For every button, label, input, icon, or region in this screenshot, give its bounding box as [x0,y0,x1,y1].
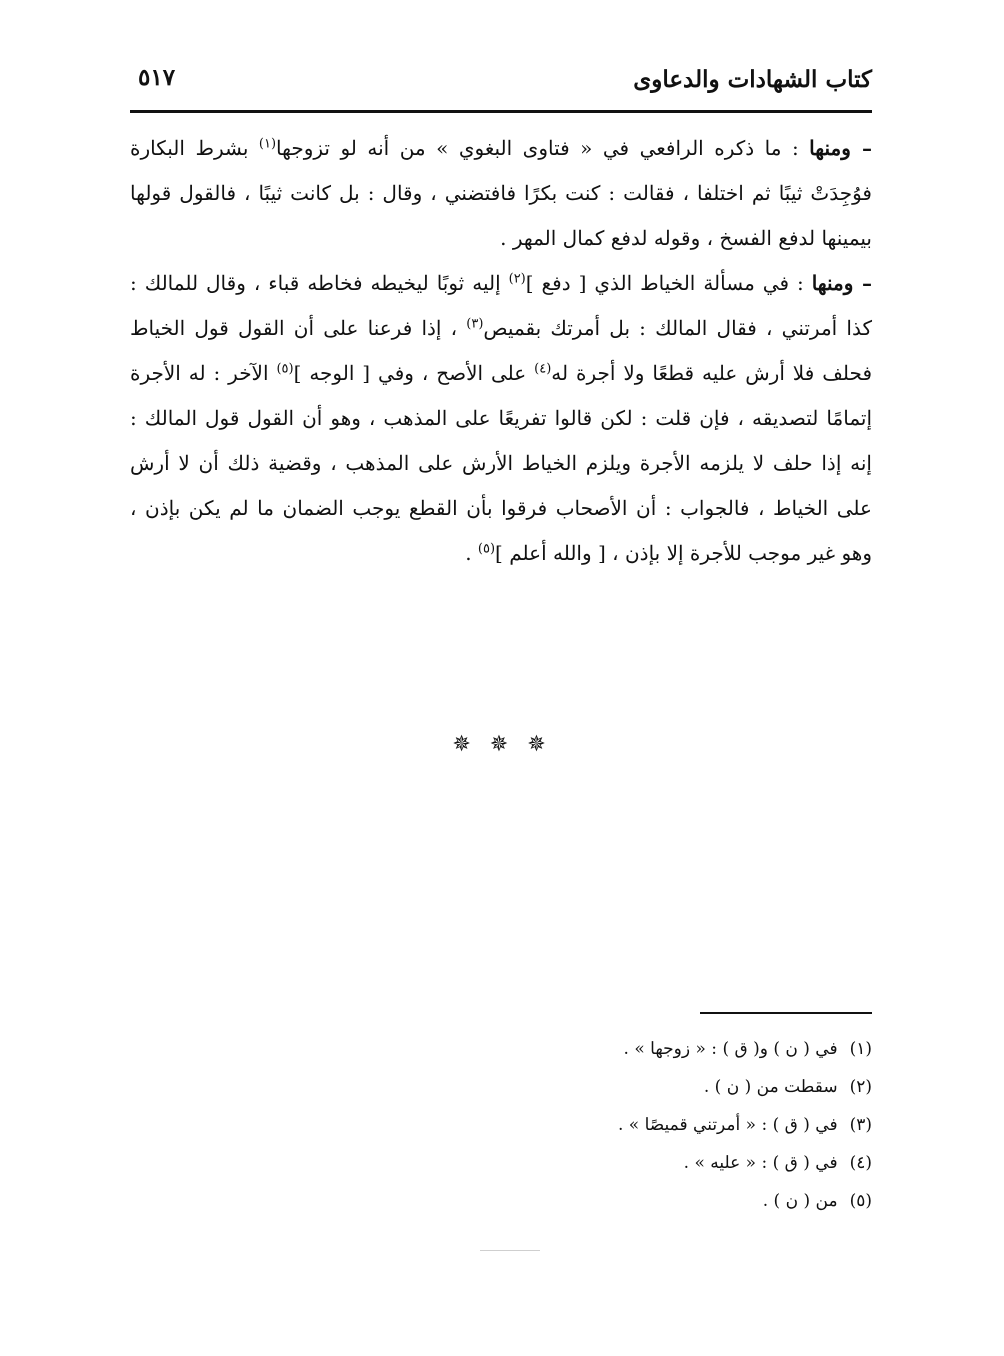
footnote-number: (١) [849,1039,872,1059]
footnote-4 [130,1144,872,1182]
footnote-text: في ( ق ) : « أمرتني قميصًا » . [618,1115,838,1135]
footnote-rule [700,1012,872,1014]
footnote-5 [130,1182,872,1220]
paragraph-1-text-b: بشرط البكارة فوُجِدَتْ ثيبًا ثم اختلفا ، فقالت : كنت بكرًا فافتضني ، وقال : بل كانت ثيبًا ، فالقول قولها بيمينها لدفع الفسخ ، وقوله لدفع كمال المهر . [130,136,872,250]
footnote-number: (٢) [849,1077,872,1097]
footnote-ref-4: (٤) [534,361,552,377]
footnote-text: في ( ن ) و( ق ) : « زوجها » . [623,1039,838,1059]
page-number: ٥١٧ [138,64,176,91]
main-text [130,126,872,576]
footnote-ref-2: (٢) [508,271,526,287]
footnote-ref-5b: (٥) [477,541,496,557]
paragraph-2-text-f: . [465,541,478,565]
footnote-ref-1: (١) [258,136,277,152]
footnote-ref-5: (٥) [276,361,294,377]
footnote-text: في ( ق ) : « عليه » . [683,1153,838,1173]
footnote-text: سقطت من ( ن ) . [703,1077,838,1097]
paragraph-1-text-a: : ما ذكره الرافعي في « فتاوى البغوي » من أنه لو تزوجها [276,136,810,160]
footnote-1 [130,1030,872,1068]
footnotes [130,1030,872,1220]
page-header [130,60,872,104]
paragraph-2 [130,261,872,576]
footnote-number: (٤) [849,1153,872,1173]
footnote-3 [130,1106,872,1144]
page-bottom-mark [480,1250,540,1251]
footnote-2 [130,1068,872,1106]
footnote-number: (٥) [849,1191,872,1211]
footnote-number: (٣) [849,1115,872,1135]
section-ornament: ✵ ✵ ✵ [452,732,552,757]
paragraph-1-lead: – ومنها [809,136,872,160]
footnote-text: من ( ن ) . [762,1191,838,1211]
paragraph-2-text-e: الآخر : له الأجرة إتمامًا لتصديقه ، فإن قلت : لكن قالوا تفريعًا على المذهب ، وهو أن القول قول المالك : إنه إذا حلف لا يلزمه الأجرة ويلزم الخياط الأرش على المذهب ، وقضية ذلك أن لا أرش على الخياط ، فالجواب : أن الأصحاب فرقوا بأن القطع يوجب الضمان ما لم يكن بإذن ، وهو غير موجب للأجرة إلا بإذن ، [ والله أعلم ] [130,361,872,565]
paragraph-2-text-c: ، إذا فرعنا على أن القول قول الخياط فحلف فلا أرش عليه قطعًا ولا أجرة له [130,316,873,385]
paragraph-1 [130,126,872,261]
header-rule [130,110,872,113]
paragraph-2-lead: – ومنها [811,271,873,295]
paragraph-2-text-b: إليه ثوبًا ليخيطه فخاطه قباء ، وقال للمالك : كذا أمرتني ، فقال المالك : بل أمرتك بقميص [130,271,872,340]
paragraph-2-text-d: على الأصح ، وفي [ الوجه ] [293,361,535,385]
footnote-ref-3: (٣) [466,316,484,332]
paragraph-2-text-a: : في مسألة الخياط الذي [ دفع ] [525,271,812,295]
running-title: كتاب الشهادات والدعاوى [633,66,872,93]
